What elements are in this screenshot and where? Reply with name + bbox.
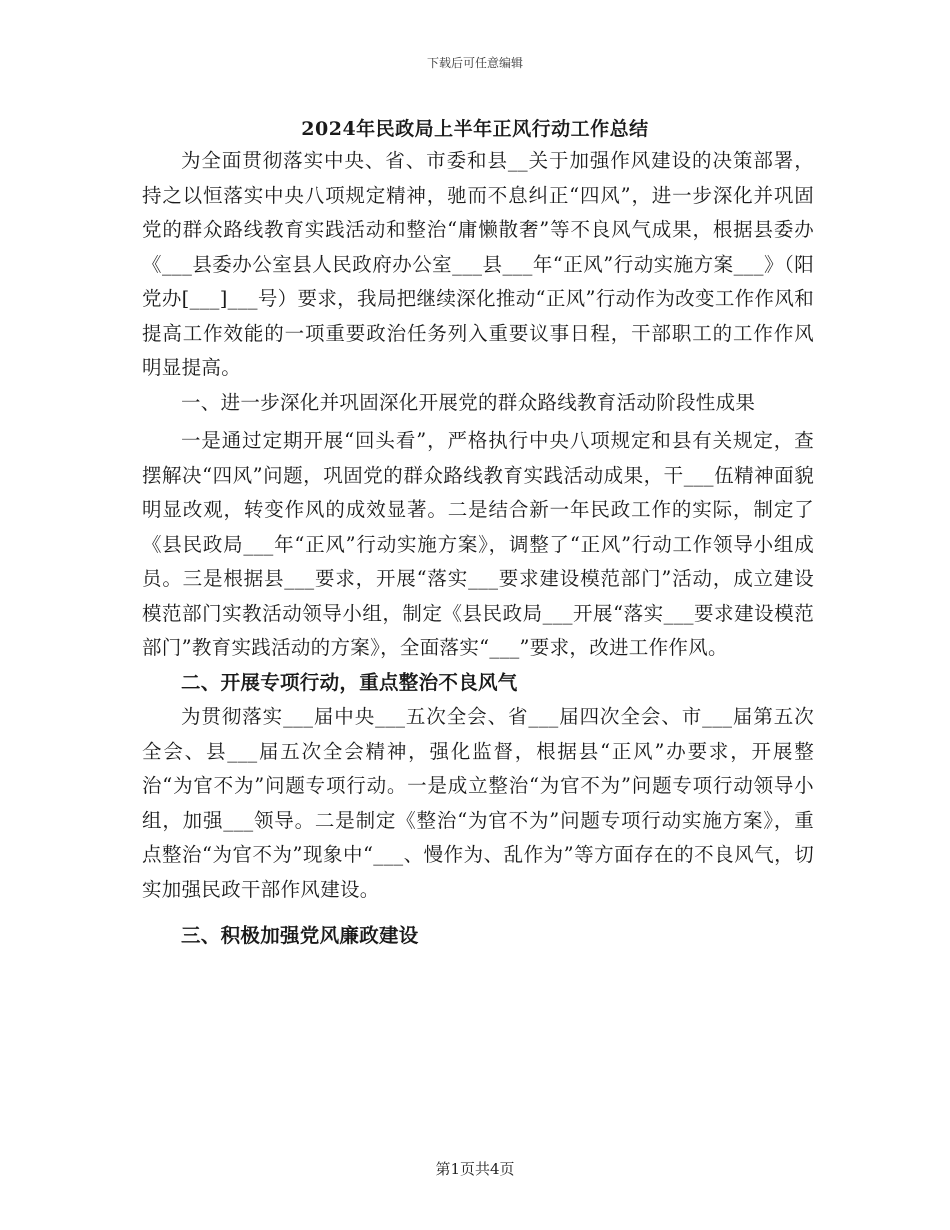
section-1-paragraph: 一是通过定期开展“回头看”，严格执行中央八项规定和县有关规定，查摆解决“四风”问题，巩固党的群众路线教育实践活动成果，干___伍精神面貌明显改观，转变作风的成效显著。二是结合新一年民政工作的实际，制定了《县民政局___年“正风”行动实施方案》，调整了“正风”行动工作领导小组成员。三是根据县___要求，开展“落实___要求建设模范部门”活动，成立建设模范部门实教活动领导小组，制定《县民政局___开展“落实___要求建设模范部门”教育实践活动的方案》，全面落实“___”要求，改进工作作风。: [142, 429, 814, 659]
document-title: 2024年民政局上半年正风行动工作总结: [301, 118, 649, 140]
section-3-heading: 三、积极加强党风廉政建设: [181, 924, 419, 947]
section-1-heading: 一、进一步深化并巩固深化开展党的群众路线教育活动阶段性成果: [181, 390, 756, 414]
section-2-paragraph: 为贯彻落实___届中央___五次全会、省___届四次全会、市___届第五次全会、县___届五次全会精神，强化监督，根据县“正风”办要求，开展整治“为官不为”问题专项行动。一是成立整治“为官不为”问题专项行动领导小组，加强___领导。二是制定《整治“为官不为”问题专项行动实施方案》，重点整治“为官不为”现象中“___、慢作为、乱作为”等方面存在的不良风气，切实加强民政干部作风建设。: [142, 705, 814, 901]
intro-paragraph: 为全面贯彻落实中央、省、市委和县__关于加强作风建设的决策部署，持之以恒落实中央八项规定精神，驰而不息纠正“四风”，进一步深化并巩固党的群众路线教育实践活动和整治“庸懒散奢”等不良风气成果，根据县委办《___县委办公室县人民政府办公室___县___年“正风”行动实施方案___》（阳党办[___]___号）要求，我局把继续深化推动“正风”行动作为改变工作作风和提高工作效能的一项重要政治任务列入重要议事日程，干部职工的工作作风明显提高。: [142, 149, 814, 379]
header-note: 下载后可任意编辑: [426, 56, 523, 70]
page-number: 第1页共4页: [435, 1160, 515, 1178]
document-body: [142, 144, 814, 954]
section-2-heading: 二、开展专项行动，重点整治不良风气: [181, 670, 518, 694]
